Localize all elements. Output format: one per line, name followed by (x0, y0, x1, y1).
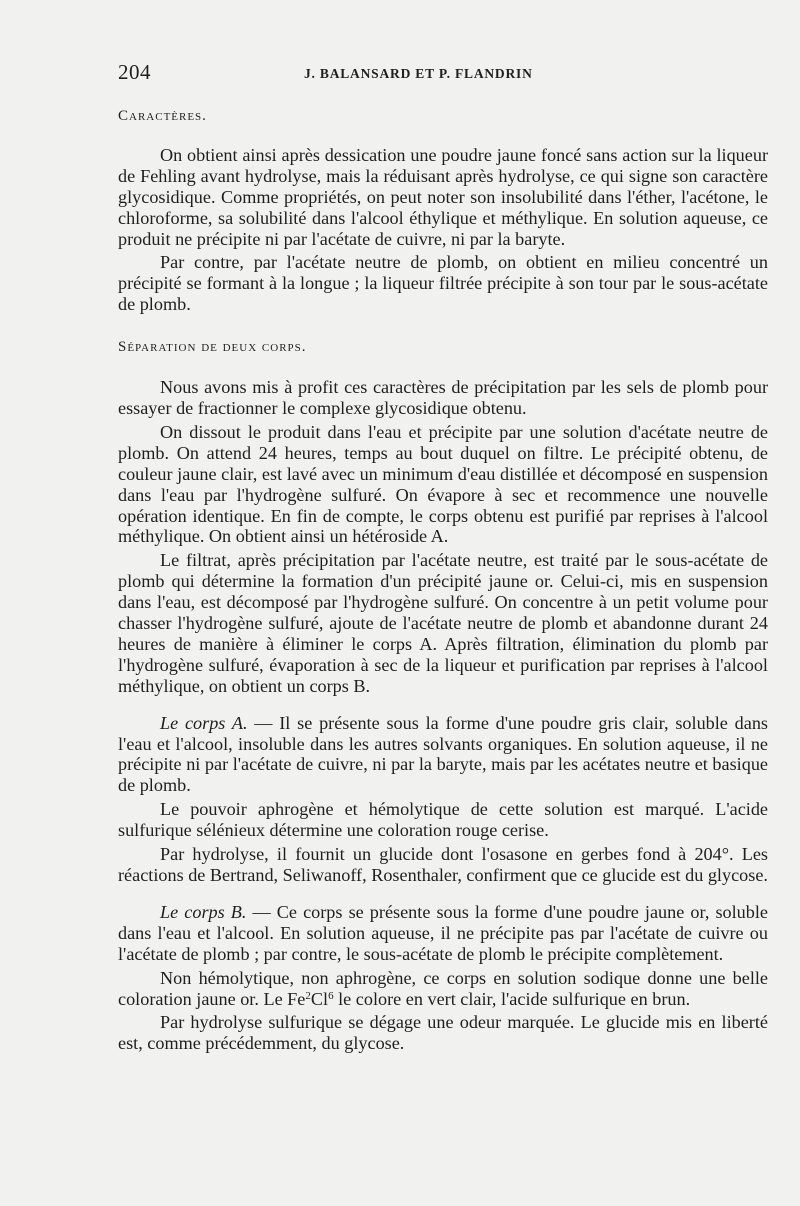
corps-a-text: — Il se présente sous la forme d'une poudre gris clair, soluble dans l'eau et l'alcool, insoluble dans les autres solvants organiques. En solution aqueuse, il ne précipite ni par l'acétate de cuivre, ni par la baryte, mais par les acétates neutre et basique de plomb. (118, 712, 768, 796)
paragraph: On obtient ainsi après dessication une poudre jaune foncé sans action sur la liqueur de Fehling avant hydrolyse, mais la réduisant après hydrolyse, ce qui signe son caractère glycosidique. Comme propriétés, on peut noter son insolubilité dans l'éther, l'acétone, le chloroforme, sa solubilité dans l'alcool éthylique et méthylique. En solution aqueuse, ce produit ne précipite ni par l'acétate de cuivre, ni par la baryte. (118, 144, 768, 249)
paragraph: On dissout le produit dans l'eau et précipite par une solution d'acétate neutre de plomb. On attend 24 heures, temps au bout duquel on filtre. Le précipité obtenu, de couleur jaune clair, est lavé avec un minimum d'eau distillée et décomposé en suspension dans l'eau par l'hydrogène sulfuré. On évapore à sec et recommence une nouvelle opération identique. En fin de compte, le corps obtenu est purifié par reprises à l'alcool méthylique. On obtient ainsi un hétéroside A. (118, 421, 768, 547)
paragraph-iron-chloride (118, 968, 768, 1010)
paragraph-corps-b (118, 902, 768, 965)
corps-b-text: — Ce corps se présente sous la forme d'une poudre jaune or, soluble dans l'eau et l'alcool. En solution aqueuse, il ne précipite pas par l'acétate de cuivre ou l'acétate de plomb ; par contre, le sous-acétate de plomb le précipite complètement. (118, 901, 768, 964)
text: le colore en vert clair, l'acide sulfurique en brun. (333, 988, 691, 1009)
paragraph: Par contre, par l'acétate neutre de plomb, on obtient en milieu concentré un précipité se formant à la longue ; la liqueur filtrée précipite à son tour par le sous-acétate de plomb. (118, 252, 768, 315)
paragraph-corps-a (118, 713, 768, 797)
corps-a-lead: Le corps A. (160, 712, 248, 733)
text: Non hémolytique, non aphrogène, ce corps en solution sodique donne une belle coloration jaune or. Le Fe (118, 967, 768, 1009)
paragraph: Nous avons mis à profit ces caractères de précipitation par les sels de plomb pour essayer de fractionner le complexe glycosidique obtenu. (118, 377, 768, 418)
paragraph: Le filtrat, après précipitation par l'acétate neutre, est traité par le sous-acétate de plomb qui détermine la formation d'un précipité jaune or. Celui-ci, mis en suspension dans l'eau, est décomposé par l'hydrogène sulfuré. On concentre à un petit volume pour chasser l'hydrogène sulfuré, ajoute de l'acétate neutre de plomb et abandonne durant 24 heures de manière à éliminer le corps A. Après filtration, élimination du plomb par l'hydrogène sulfuré, évaporation à sec de la liqueur et purification par reprises à l'alcool méthylique, on obtient un corps B. (118, 550, 768, 696)
text: Cl (310, 988, 329, 1009)
paragraph: Par hydrolyse sulfurique se dégage une odeur marquée. Le glucide mis en liberté est, comme précédemment, du glycose. (118, 1012, 768, 1054)
page-header (118, 60, 768, 86)
running-head: J. BALANSARD ET P. FLANDRIN (304, 66, 533, 81)
body-text (118, 106, 768, 1054)
paragraph: Par hydrolyse, il fournit un glucide dont l'osasone en gerbes fond à 204°. Les réactions de Bertrand, Seliwanoff, Rosenthaler, confirment que ce glucide est du glycose. (118, 844, 768, 885)
section-heading-caracteres: Caractères. (118, 108, 207, 124)
paragraph: Le pouvoir aphrogène et hémolytique de cette solution est marqué. L'acide sulfurique sélénieux détermine une coloration rouge cerise. (118, 799, 768, 841)
superscript: 2 (305, 989, 311, 1002)
superscript: 6 (328, 989, 334, 1002)
section-heading-separation: Séparation de deux corps. (118, 339, 307, 356)
page-number: 204 (118, 60, 151, 84)
corps-b-lead: Le corps B. (160, 901, 247, 922)
